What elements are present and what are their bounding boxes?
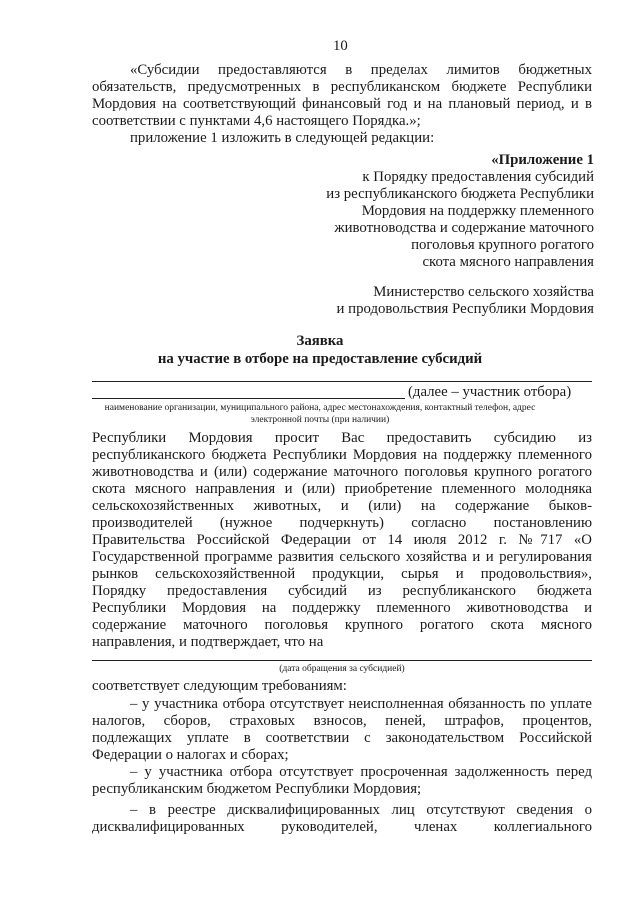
- body-line-13: направления, и подтверждает, что на: [92, 634, 324, 650]
- appendix-line-2: из республиканского бюджета Республики: [326, 186, 594, 202]
- requirement-line-5: – у участника отбора отсутствует просроченная задолженность перед: [130, 764, 592, 780]
- date-fill-line: [92, 660, 592, 661]
- applicant-name-line-2: [92, 398, 405, 399]
- intro-line-1: «Субсидии предоставляются в пределах лимитов бюджетных: [130, 62, 592, 78]
- appendix-title: «Приложение 1: [491, 152, 594, 168]
- intro-line-3: Мордовия на соответствующий финансовый год и на плановый период, и в: [92, 96, 592, 112]
- requirement-line-1: – у участника отбора отсутствует неисполненная обязанность по уплате: [130, 696, 592, 712]
- appendix-line-5: поголовья крупного рогатого: [411, 237, 594, 253]
- addressee-line-2: и продовольствия Республики Мордовия: [336, 301, 594, 317]
- body-line-5: сельскохозяйственных животных, и (или) на содержание быков-: [92, 498, 592, 514]
- requirement-line-6: республиканским бюджетом Республики Мордовия;: [92, 781, 422, 797]
- appendix-line-1: к Порядку предоставления субсидий: [362, 169, 594, 185]
- date-caption: (дата обращения за субсидией): [279, 664, 405, 674]
- requirement-line-3: подлежащих уплате в соответствии с законодательством Российской: [92, 730, 592, 746]
- appendix-line-4: животноводства и содержание маточного: [334, 220, 594, 236]
- body-line-6: производителей (нужное подчеркнуть) согласно постановлению: [92, 515, 592, 531]
- document-subtitle: на участие в отборе на предоставление субсидий: [157, 351, 483, 367]
- requirement-line-4: Федерации о налогах и сборах;: [92, 747, 289, 763]
- body-line-3: животноводства и (или) содержание маточного поголовья крупного рогатого: [92, 464, 592, 480]
- appendix-line-3: Мордовия на поддержку племенного: [361, 203, 594, 219]
- body-line-11: Республики Мордовия на поддержку племенного животноводства и: [92, 600, 592, 616]
- document-title: Заявка: [296, 333, 344, 349]
- applicant-caption-line-2: электронной почты (при наличии): [250, 415, 390, 425]
- applicant-caption-line-1: наименование организации, муниципального района, адрес местонахождения, контактный телефон, адрес: [104, 403, 536, 413]
- body-line-4: скота мясного направления и (или) приобретение племенного молодняка: [92, 481, 592, 497]
- intro-line-2: обязательств, предусмотренных в республиканском бюджете Республики: [92, 79, 592, 95]
- body-line-1: Республики Мордовия просит Вас предоставить субсидию из: [92, 430, 592, 446]
- intro-line-5: приложение 1 изложить в следующей редакции:: [130, 130, 435, 146]
- body-line-9: рынков сельскохозяйственной продукции, сырья и продовольствия»,: [92, 566, 592, 582]
- page-number: 10: [333, 38, 348, 54]
- requirements-intro: соответствует следующим требованиям:: [92, 678, 347, 694]
- requirement-line-8: дисквалифицированных руководителей, членах коллегиального: [92, 819, 592, 835]
- body-line-2: республиканского бюджета Республики Мордовия на поддержку племенного: [92, 447, 592, 463]
- requirement-line-7: – в реестре дисквалифицированных лиц отсутствуют сведения о: [130, 802, 592, 818]
- body-line-7: Правительства Российской Федерации от 14 июля 2012 г. №717 «О: [92, 532, 592, 548]
- addressee-line-1: Министерство сельского хозяйства: [373, 284, 594, 300]
- appendix-line-6: скота мясного направления: [422, 254, 594, 270]
- applicant-suffix: (далее – участник отбора): [408, 384, 572, 400]
- body-line-10: Порядку предоставления субсидий из республиканского бюджета: [92, 583, 592, 599]
- requirement-line-2: налогов, сборов, страховых взносов, пеней, штрафов, процентов,: [92, 713, 592, 729]
- applicant-name-line-1: [92, 381, 592, 382]
- intro-line-4: соответствии с пунктами 4,6 настоящего Порядка.»;: [92, 113, 421, 129]
- body-line-12: содержание маточного поголовья крупного рогатого скота мясного: [92, 617, 592, 633]
- body-line-8: Государственной программе развития сельского хозяйства и и регулирования: [92, 549, 592, 565]
